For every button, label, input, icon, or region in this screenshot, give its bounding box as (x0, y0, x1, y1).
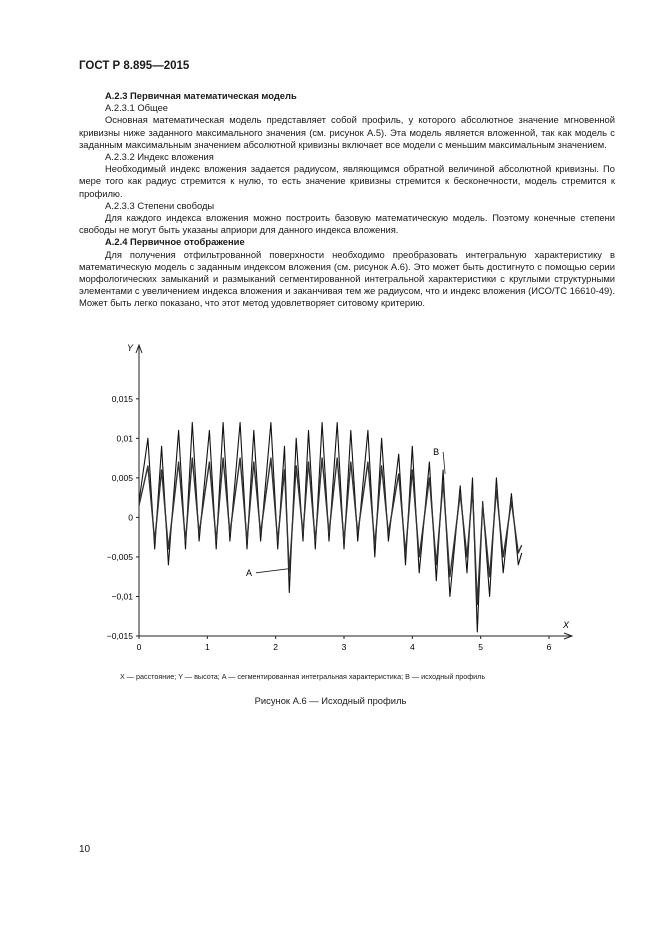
section-heading-a23: А.2.3 Первичная математическая модель (105, 90, 297, 101)
y-axis-label: Y (127, 343, 134, 353)
paragraph-general: Основная математическая модель представляет собой профиль, у которого абсолютное значение мгновенной кривизны ниже заданного максимального значения (см. рисунок А.5). Эта модель является вложенной, так как модель с заданным максимальным значением абсолютной кривизны включает все модели с меньшим максимальным значением. (79, 114, 615, 150)
x-tick-label: 4 (409, 642, 415, 652)
y-tick-label: 0 (128, 512, 133, 523)
figure-legend: X — расстояние; Y — высота; A — сегментированная интегральная характеристика; B — исходный профиль (120, 672, 486, 681)
x-axis-label: X (563, 620, 570, 630)
paragraph-degrees-of-freedom: Для каждого индекса вложения можно построить базовую математическую модель. Поэтому конечные степени свободы не могут быть указаны априори для данного индекса вложения. (79, 212, 615, 236)
series-line-a (139, 458, 522, 604)
y-tick-label: 0,015 (111, 393, 133, 404)
document-body (79, 90, 615, 310)
profile-chart (0, 330, 661, 660)
x-tick-label: 5 (478, 642, 484, 652)
subsection-heading-a233: А.2.3.3 Степени свободы (105, 199, 215, 211)
x-tick-label: 1 (204, 642, 210, 652)
y-tick-label: −0,005 (106, 551, 133, 562)
annotation-leader-a (256, 569, 288, 573)
x-tick-label: 0 (136, 642, 142, 652)
subsection-heading-a231: А.2.3.1 Общее (105, 102, 169, 114)
y-tick-label: −0,01 (111, 591, 133, 602)
document-header: ГОСТ Р 8.895—2015 (79, 60, 190, 72)
figure-caption: Рисунок А.6 — Исходный профиль (254, 695, 407, 706)
annotation-label-a: A (245, 567, 252, 578)
x-tick-label: 6 (546, 642, 552, 652)
x-tick-label: 3 (341, 642, 347, 652)
y-tick-label: 0,005 (111, 472, 133, 483)
paragraph-primary-mapping: Для получения отфильтрованной поверхности необходимо преобразовать интегральную характеристику в математическую модель с заданным индексом вложения (см. рисунок А.6). Это может быть достигнуто с помощью серии морфологических замыканий и размыканий сегментированной интегральной характеристики с круглыми структурными элементами с увеличением индекса вложения и заканчивая тем же радиусом, что и индекс вложения (ИСО/ТС 16610-49). Может быть легко показано, что этот метод удовлетворяет ситовому критерию. (79, 248, 615, 309)
x-tick-label: 2 (273, 642, 279, 652)
annotation-label-b: B (433, 446, 440, 457)
y-tick-label: 0,01 (116, 433, 133, 444)
paragraph-nesting-index: Необходимый индекс вложения задается радиусом, являющимся обратной величиной абсолютной кривизны. По мере того как радиус стремится к нулю, то есть значение кривизны стремится к бесконечности, модель стремится к профилю. (79, 163, 615, 199)
subsection-heading-a232: А.2.3.2 Индекс вложения (105, 151, 214, 163)
section-heading-a24: А.2.4 Первичное отображение (105, 236, 245, 248)
y-tick-label: −0,015 (106, 631, 133, 641)
page-number: 10 (79, 844, 91, 855)
